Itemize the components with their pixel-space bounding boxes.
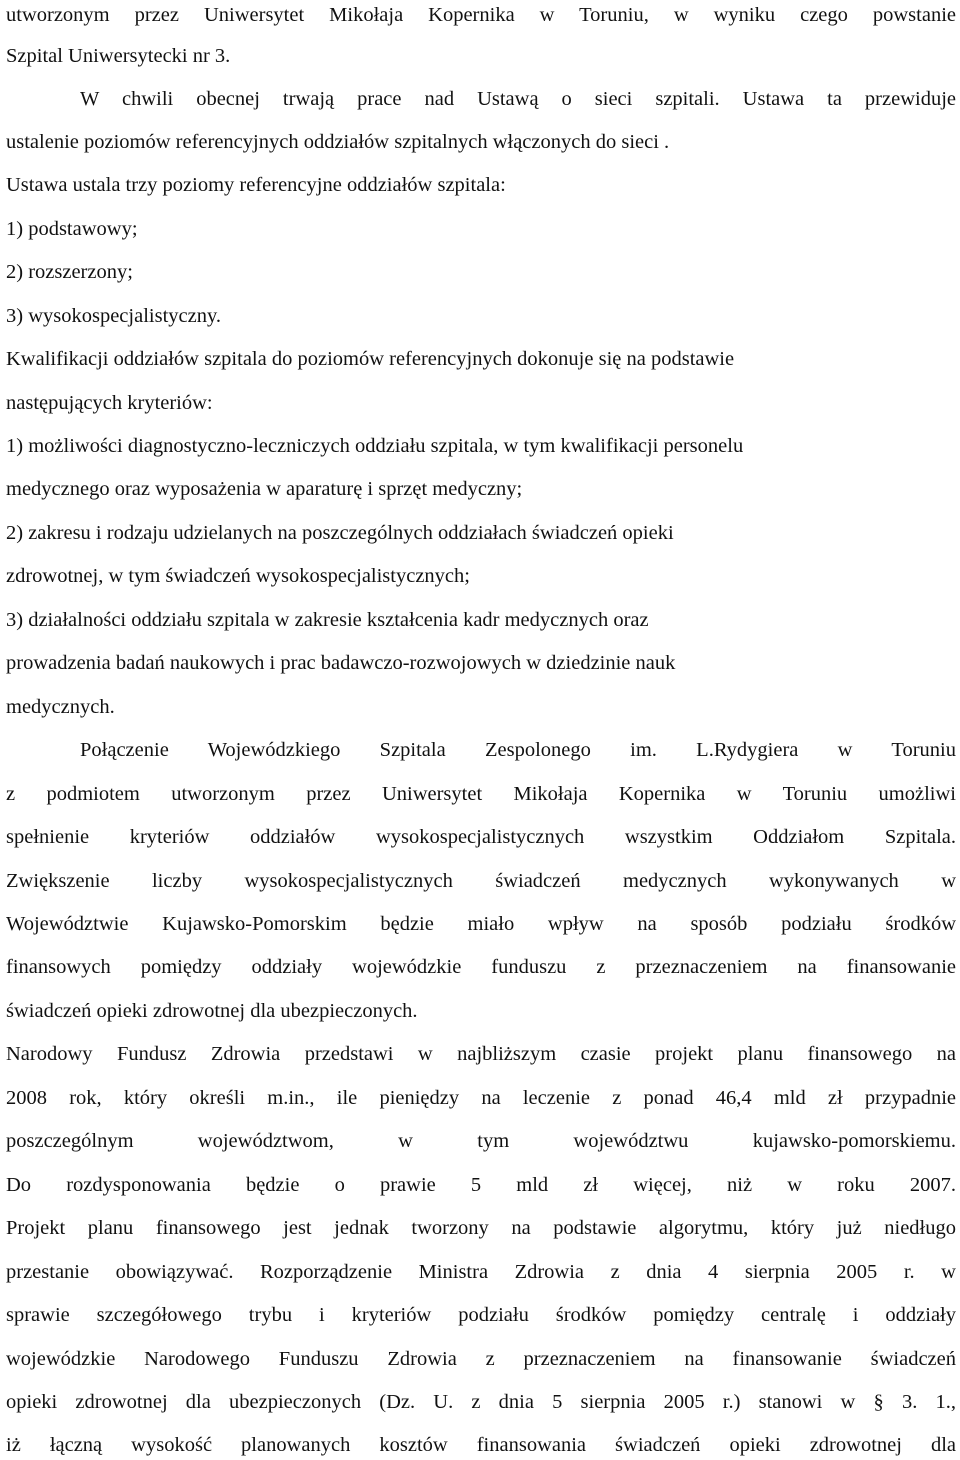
list-item: medycznego oraz wyposażenia w aparaturę i sprzęt medyczny; [6,478,523,500]
list-item: 2) rozszerzony; [6,261,133,283]
text-line: sprawie szczegółowego trybu i kryteriów podziału środków pomiędzy centralę i oddziały [6,1304,956,1326]
text-line: Ustawa ustala trzy poziomy referencyjne oddziałów szpitala: [6,174,506,196]
text-line: ustalenie poziomów referencyjnych oddziałów szpitalnych włączonych do sieci . [6,131,670,153]
text-line: Połączenie Wojewódzkiego Szpitala Zespolonego im. L.Rydygiera w Toruniu [80,739,956,761]
text-line: poszczególnym województwom, w tym województwu kujawsko-pomorskiemu. [6,1130,956,1152]
text-line: finansowych pomiędzy oddziały wojewódzkie funduszu z przeznaczeniem na finansowanie [6,956,956,978]
list-item: 2) zakresu i rodzaju udzielanych na poszczególnych oddziałach świadczeń opieki [6,522,674,544]
text-line: Projekt planu finansowego jest jednak tworzony na podstawie algorytmu, który już niedługo [6,1217,956,1239]
list-item: zdrowotnej, w tym świadczeń wysokospecjalistycznych; [6,565,470,587]
text-line: iż łączną wysokość planowanych kosztów finansowania świadczeń opieki zdrowotnej dla [6,1434,956,1456]
text-line: następujących kryteriów: [6,392,213,414]
list-item: 1) podstawowy; [6,218,138,240]
text-line: świadczeń opieki zdrowotnej dla ubezpieczonych. [6,1000,418,1022]
text-line: utworzonym przez Uniwersytet Mikołaja Kopernika w Toruniu, w wyniku czego powstanie [6,4,956,26]
text-line: Narodowy Fundusz Zdrowia przedstawi w najbliższym czasie projekt planu finansowego na [6,1043,956,1065]
text-line: Szpital Uniwersytecki nr 3. [6,45,231,67]
text-line: spełnienie kryteriów oddziałów wysokospecjalistycznych wszystkim Oddziałom Szpitala. [6,826,956,848]
list-item: 3) wysokospecjalistyczny. [6,305,222,327]
text-line: Kwalifikacji oddziałów szpitala do poziomów referencyjnych dokonuje się na podstawie [6,348,735,370]
text-line: W chwili obecnej trwają prace nad Ustawą o sieci szpitali. Ustawa ta przewiduje [80,88,956,110]
list-item: 1) możliwości diagnostyczno-leczniczych oddziału szpitala, w tym kwalifikacji personelu [6,435,744,457]
list-item: medycznych. [6,696,115,718]
list-item: 3) działalności oddziału szpitala w zakresie kształcenia kadr medycznych oraz [6,609,649,631]
text-line: wojewódzkie Narodowego Funduszu Zdrowia z przeznaczeniem na finansowanie świadczeń [6,1348,956,1370]
text-line: Województwie Kujawsko-Pomorskim będzie miało wpływ na sposób podziału środków [6,913,956,935]
text-line: przestanie obowiązywać. Rozporządzenie Ministra Zdrowia z dnia 4 sierpnia 2005 r. w [6,1261,956,1283]
text-line: Do rozdysponowania będzie o prawie 5 mld zł więcej, niż w roku 2007. [6,1174,956,1196]
text-line: z podmiotem utworzonym przez Uniwersytet Mikołaja Kopernika w Toruniu umożliwi [6,783,956,805]
text-line: Zwiększenie liczby wysokospecjalistycznych świadczeń medycznych wykonywanych w [6,870,956,892]
text-line: opieki zdrowotnej dla ubezpieczonych (Dz. U. z dnia 5 sierpnia 2005 r.) stanowi w § 3. 1., [6,1391,956,1413]
text-line: 2008 rok, który określi m.in., ile pieniędzy na leczenie z ponad 46,4 mld zł przypadnie [6,1087,956,1109]
list-item: prowadzenia badań naukowych i prac badawczo-rozwojowych w dziedzinie nauk [6,652,676,674]
